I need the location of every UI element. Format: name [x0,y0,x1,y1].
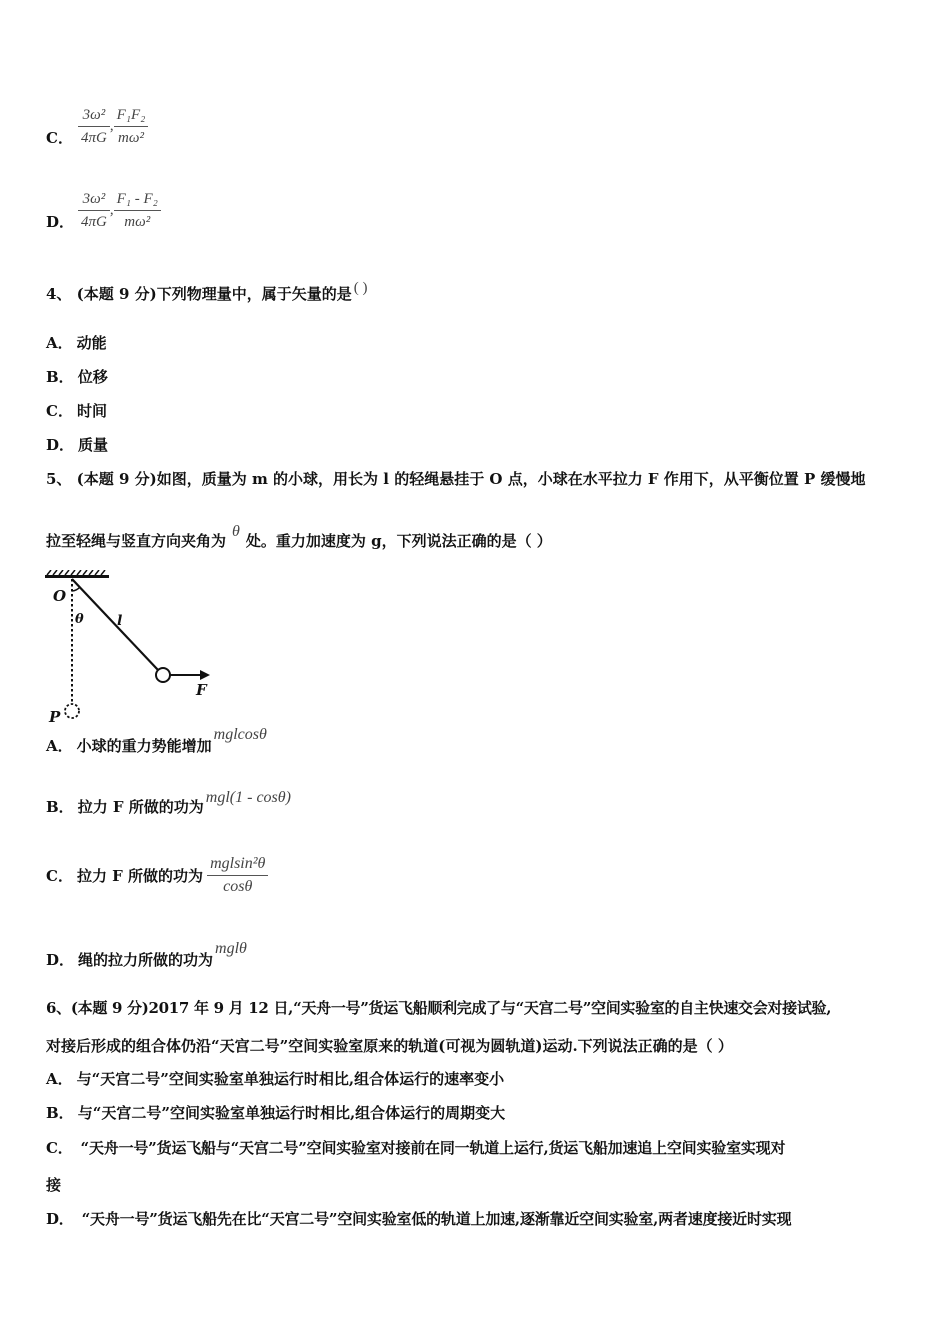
q4-stem [46,280,368,305]
q4-option-a-label: A． [46,334,73,352]
q5-option-d [46,940,247,971]
q4-option-c-label: C． [46,402,73,420]
q6-stem-line1: 6、(本题 9 分)2017 年 9 月 12 日,“天舟一号”货运飞船顺利完成了与“天宫二号”空间实验室的自主快速交会对接试验, [46,999,832,1017]
q3-d-frac2-num: F₁ - F₂ [114,188,161,211]
q3-option-d-formula [78,188,161,233]
q5-option-b-formula: mgl(1 - cosθ) [205,789,291,806]
equilibrium-ball [65,704,79,718]
q5-option-a-formula: mglcosθ [213,726,267,743]
q5-stem-line2-b: 处。重力加速度为 g，下列说法正确的是（ ） [245,532,552,550]
q5-option-c-text: 拉力 F 所做的功为 [76,866,204,885]
q5-option-c-label: C． [46,866,73,885]
q6-option-d-label: D． [46,1210,74,1228]
ball [156,668,170,682]
q5-option-d-label: D． [46,951,75,969]
q6-option-d [46,1209,791,1229]
q4-option-d [46,435,108,455]
q4-option-c-text: 时间 [76,402,107,420]
q3-c-frac2-den: mω² [118,130,144,146]
q5-option-b-text: 拉力 F 所做的功为 [77,798,204,816]
q6-option-b [46,1103,505,1123]
q5-stem-line2 [46,523,552,552]
q5-option-d-text: 绳的拉力所做的功为 [78,951,214,969]
q6-option-c-continuation: 接 [46,1176,62,1194]
q5-stem-line2-a: 拉至轻绳与竖直方向夹角为 [46,532,227,550]
q4-option-b [46,367,108,387]
q5-option-c [46,853,268,898]
force-arrow-head [200,670,210,680]
q5-c-den: cosθ [223,878,253,895]
ceiling-hatch [45,570,109,578]
q6-option-b-text: 与“天宫二号”空间实验室单独运行时相比,组合体运行的周期变大 [77,1104,506,1122]
q5-theta-symbol: θ [232,523,240,540]
q6-option-c [46,1138,785,1158]
q3-d-frac2-den: mω² [124,214,151,230]
q6-option-a-text: 与“天宫二号”空间实验室单独运行时相比,组合体运行的速率变小 [76,1070,505,1088]
rope-line [72,579,158,670]
label-p: P [49,708,61,725]
q6-stem-line2: 对接后形成的组合体仍沿“天宫二号”空间实验室原来的轨道(可视为圆轨道)运动.下列说法正确的是（ ） [46,1037,733,1055]
label-o: O [53,587,67,605]
q3-d-frac1-den: 4πG [81,214,107,230]
q3-option-d-label: D． [46,213,75,231]
q3-d-separator: , [109,201,114,218]
q4-option-b-text: 位移 [77,368,108,386]
q5-stem-line1: 5、 (本题 9 分)如图，质量为 m 的小球，用长为 l 的轻绳悬挂于 O 点，小球在水平拉力 F 作用下，从平衡位置 P 缓慢地 [46,470,866,488]
q6-option-c-label: C． [46,1139,73,1157]
label-theta: θ [75,612,84,627]
q4-answer-paren: ( ) [353,280,368,296]
q5-option-b-label: B． [46,798,74,816]
q3-c-frac2-num: F₁F₂ [114,104,149,127]
q3-option-c-label: C． [46,129,73,147]
q4-option-c [46,401,107,421]
q5-option-a [46,726,267,757]
q6-option-a [46,1069,504,1089]
q4-option-d-label: D． [46,436,75,454]
q5-pendulum-figure [40,570,220,725]
q5-option-d-formula: mglθ [215,940,247,957]
q5-c-num: mglsin²θ [207,853,268,876]
theta-arc [72,587,80,591]
q4-option-a [46,333,107,353]
q3-d-frac1-num: 3ω² [78,188,110,211]
q5-option-c-formula [207,853,268,898]
q3-c-frac1-num: 3ω² [78,104,110,127]
q6-option-c-text: “天舟一号”货运飞船与“天宫二号”空间实验室对接前在同一轨道上运行,货运飞船加速追上空间实验室实现对 [80,1139,786,1157]
q4-option-b-label: B． [46,368,74,386]
q6-option-b-label: B． [46,1104,74,1122]
q5-option-a-text: 小球的重力势能增加 [76,737,212,755]
q4-option-d-text: 质量 [78,436,109,454]
q4-option-a-text: 动能 [76,334,107,352]
q3-option-c-formula [78,104,148,149]
q3-c-separator: , [109,117,114,134]
label-f: F [196,681,207,699]
q5-option-a-label: A． [46,737,73,755]
q4-stem-text: 4、 (本题 9 分)下列物理量中，属于矢量的是 [46,285,352,303]
q5-option-b [46,789,291,818]
q6-option-d-text: “天舟一号”货运飞船先在比“天宫二号”空间实验室低的轨道上加速,逐渐靠近空间实验室,两者速度接近时实现 [81,1210,792,1228]
label-l: l [117,613,123,629]
q3-c-frac1-den: 4πG [81,130,107,146]
q6-option-a-label: A． [46,1070,73,1088]
